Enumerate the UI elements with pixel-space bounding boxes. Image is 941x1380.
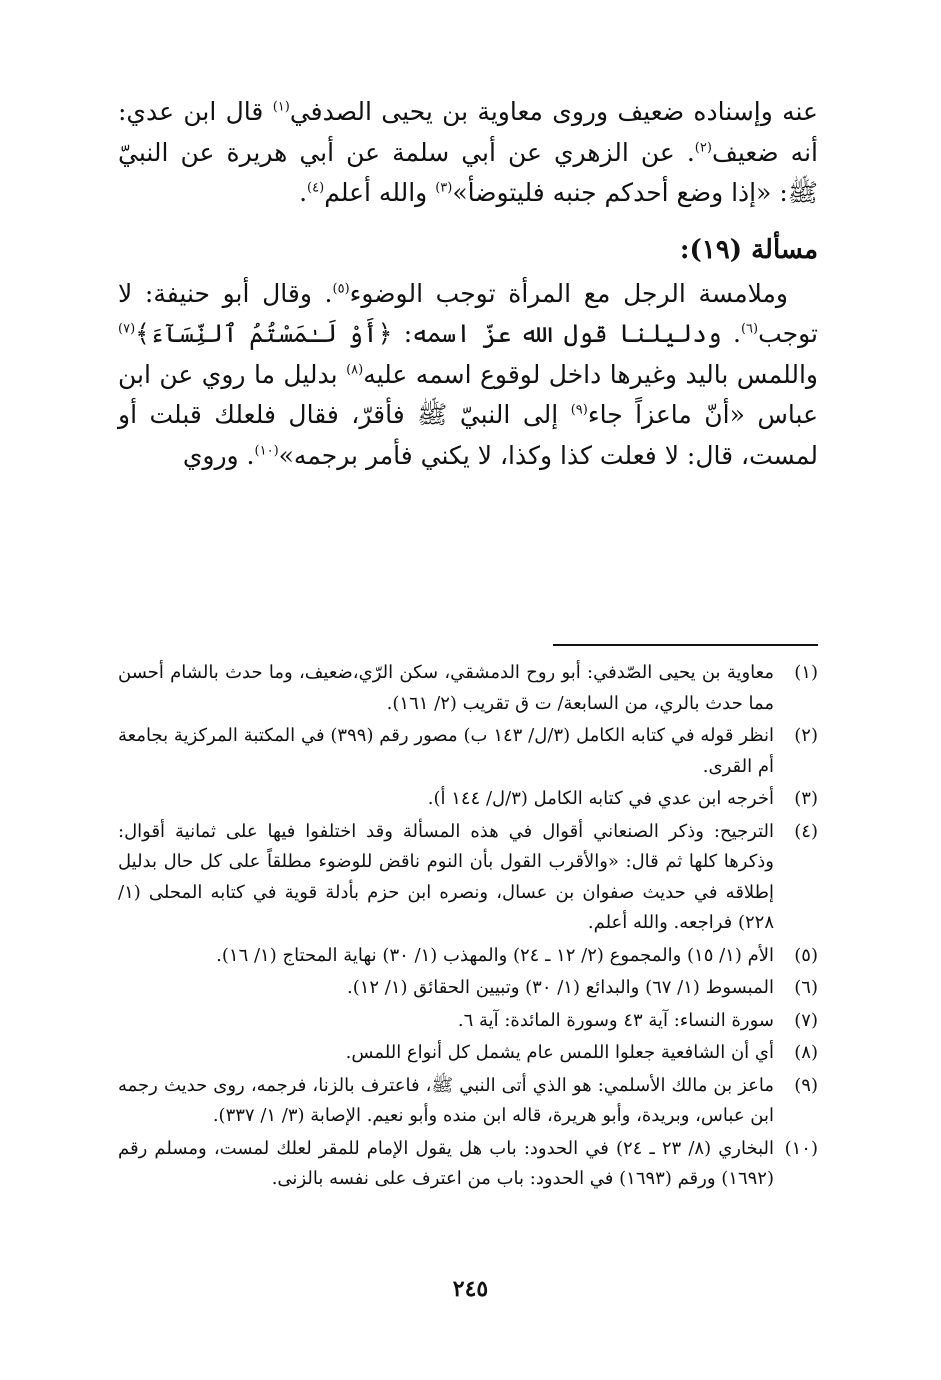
text-segment: . <box>299 178 308 207</box>
footnote-text: معاوية بن يحيى الصّدفي: أبو روح الدمشقي، سكن الرّي،ضعيف، وما حدث بالشام أحسن مما حدث بالري، من السابعة/ ت ق تقريب (٢/ ١٦١). <box>118 662 774 714</box>
footnote-number: (٧) <box>794 1009 818 1031</box>
footnote-number: (١٠) <box>784 1137 818 1159</box>
footnotes-list <box>118 658 818 1197</box>
text-segment: . ودليلنا قول الله عزّ اسمه: ﴿أَوْ لَـٰمَسْتُمُ ٱلنِّسَآءَ﴾ <box>135 319 741 348</box>
footnote-ref: (٤) <box>307 180 325 196</box>
footnote-number: (٥) <box>794 944 818 966</box>
footnote-item <box>118 1006 818 1037</box>
footnote-text: سورة النساء: آية ٤٣ وسورة المائدة: آية ٦. <box>457 1009 774 1031</box>
footnote-ref: (٦) <box>740 321 759 337</box>
text-segment: . عن الزهري عن أبي سلمة عن أبي هريرة عن النبيّ ﷺ: «إذا وضع أحدكم جنبه فليتوضأ» <box>118 137 818 207</box>
body-paragraph-2 <box>118 274 818 477</box>
footnote-number: (٤) <box>794 820 818 842</box>
footnote-ref: (٩) <box>570 402 588 418</box>
footnote-item <box>118 941 818 972</box>
footnote-text: ماعز بن مالك الأسلمي: هو الذي أتى النبي ﷺ، فاعترف بالزنا، فرجمه، روى حديث رجمه ابن عباس، وبريدة، وأبو هريرة، قاله ابن منده وأبو نعيم. الإصابة (٣/ ١/ ٣٣٧). <box>118 1074 774 1126</box>
footnote-text: انظر قوله في كتابه الكامل (٣/ل/ ١٤٣ ب) مصور رقم (٣٩٩) في المكتبة المركزية بجامعة أم القرى. <box>118 725 774 777</box>
footnote-text: البخاري (٨/ ٢٣ ـ ٢٤) في الحدود: باب هل يقول الإمام للمقر لعلك لمست، ومسلم رقم (١٦٩٢) ورقم (١٦٩٣) في الحدود: باب من اعترف على نفسه بالزنى. <box>118 1137 774 1189</box>
footnote-number: (٩) <box>794 1074 818 1096</box>
footnote-item <box>118 1038 818 1069</box>
footnote-number: (٨) <box>794 1042 818 1063</box>
text-segment: عنه وإسناده ضعيف وروى معاوية بن يحيى الصدفي <box>289 97 818 126</box>
text-segment: . وروي <box>182 440 255 470</box>
text-segment: والله أعلم <box>324 178 436 207</box>
footnote-text: الترجيح: وذكر الصنعاني أقوال في هذه المسألة وقد اختلفوا فيها على ثمانية أقوال: وذكرها كلها ثم قال: «والأقرب القول بأن النوم ناقض للوضوء مطلقاً على كل حال بدليل إطلاقه في حديث صفوان بن عسال، ونصره ابن حزم بأدلة قوية في كتابه المحلى (١/ ٢٢٨) فراجعه. والله أعلم. <box>118 820 774 933</box>
text-segment: إلى النبيّ ﷺ فأقرّ، فقال فلعلك قبلت أو لمست، قال: لا فعلت كذا وكذا، لا يكني فأمر برجمه» <box>118 400 818 470</box>
text-segment: واللمس باليد وغيرها داخل لوقوع اسمه عليه <box>363 359 818 389</box>
footnote-text: الأم (١/ ١٥) والمجموع (٢/ ١٢ ـ ٢٤) والمهذب (١/ ٣٠) نهاية المحتاج (١/ ١٦). <box>216 944 774 966</box>
footnote-ref: (١) <box>272 99 290 115</box>
footnote-item <box>118 973 818 1004</box>
footnote-ref: (٢) <box>694 140 712 156</box>
issue-heading: مسألة (١٩): <box>679 234 818 265</box>
footnote-ref: (١٠) <box>254 443 279 459</box>
footnote-separator <box>553 644 818 646</box>
body-paragraph-1 <box>118 92 818 214</box>
footnote-ref: (٣) <box>435 180 453 196</box>
footnote-ref: (٥) <box>332 281 350 297</box>
footnote-item <box>118 721 818 782</box>
footnote-item <box>118 658 818 719</box>
footnote-number: (٦) <box>794 977 818 998</box>
footnote-number: (١) <box>794 662 818 683</box>
page-content <box>118 92 818 1189</box>
footnote-number: (٢) <box>794 725 818 746</box>
footnote-ref: (٨) <box>346 362 364 378</box>
footnote-item <box>118 817 818 939</box>
page-number: ٢٤٥ <box>452 1276 489 1302</box>
text-segment: وملامسة الرجل مع المرأة توجب الوضوء <box>349 278 788 308</box>
text-segment: . وقال أبو حنيفة: لا توجب <box>118 278 818 348</box>
footnote-text: أخرجه ابن عدي في كتابه الكامل (٣/ل/ ١٤٤ أ). <box>427 788 774 809</box>
text-segment: بدليل ما روي عن ابن عباس «أنّ ماعزاً جاء <box>118 359 818 429</box>
footnote-text: أي أن الشافعية جعلوا اللمس عام يشمل كل أنواع اللمس. <box>345 1042 774 1063</box>
footnote-item <box>118 784 818 815</box>
footnote-item <box>118 1071 818 1132</box>
footnote-number: (٣) <box>794 788 818 809</box>
footnote-item <box>118 1134 818 1195</box>
text-segment: قال ابن عدي: أنه ضعيف <box>118 97 818 167</box>
footnote-ref: (٧) <box>118 321 136 337</box>
footnote-text: المبسوط (١/ ٦٧) والبدائع (١/ ٣٠) وتبيين الحقائق (١/ ١٢). <box>346 977 774 998</box>
